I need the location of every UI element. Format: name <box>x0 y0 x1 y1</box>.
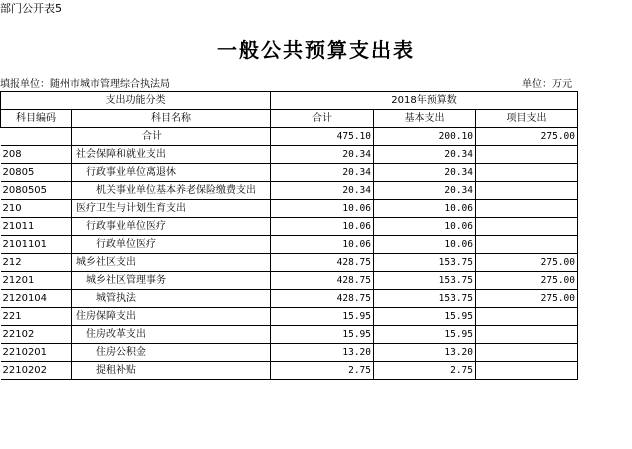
row-total: 10.06 <box>271 236 374 254</box>
row-name: 行政单位医疗 <box>72 236 271 254</box>
header-group-row <box>1 92 578 110</box>
row-project: 275.00 <box>476 254 578 272</box>
row-code: 21011 <box>1 218 72 236</box>
table-row <box>1 182 578 200</box>
table-row <box>1 272 578 290</box>
row-total: 475.10 <box>271 128 374 146</box>
header-column-row <box>1 110 578 128</box>
row-basic: 153.75 <box>374 290 476 308</box>
row-code: 22102 <box>1 326 72 344</box>
row-name: 住房保障支出 <box>72 308 271 326</box>
row-code: 2120104 <box>1 290 72 308</box>
row-basic: 15.95 <box>374 326 476 344</box>
header-name: 科目名称 <box>72 110 271 128</box>
table-row <box>1 344 578 362</box>
row-basic: 2.75 <box>374 362 476 380</box>
row-total: 2.75 <box>271 362 374 380</box>
sheet-label: 部门公开表5 <box>0 2 62 15</box>
row-name: 住房公积金 <box>72 344 271 362</box>
expenditure-table <box>0 91 578 380</box>
row-total: 428.75 <box>271 254 374 272</box>
table-row <box>1 362 578 380</box>
row-basic: 10.06 <box>374 218 476 236</box>
header-budget-2018: 2018年预算数 <box>271 92 578 110</box>
table-row <box>1 218 578 236</box>
row-project <box>476 236 578 254</box>
row-total: 20.34 <box>271 182 374 200</box>
row-project <box>476 200 578 218</box>
row-code: 20805 <box>1 164 72 182</box>
row-name: 医疗卫生与计划生育支出 <box>72 200 271 218</box>
table-row <box>1 146 578 164</box>
row-name: 机关事业单位基本养老保险缴费支出 <box>72 182 271 200</box>
row-project <box>476 218 578 236</box>
row-code: 221 <box>1 308 72 326</box>
row-total: 20.34 <box>271 164 374 182</box>
row-name: 城乡社区管理事务 <box>72 272 271 290</box>
currency-unit: 单位：万元 <box>522 79 572 90</box>
row-basic: 15.95 <box>374 308 476 326</box>
row-project: 275.00 <box>476 272 578 290</box>
row-total: 15.95 <box>271 308 374 326</box>
row-name: 社会保障和就业支出 <box>72 146 271 164</box>
table-row <box>1 164 578 182</box>
row-code <box>1 128 72 146</box>
row-code: 2101101 <box>1 236 72 254</box>
header-code: 科目编码 <box>1 110 72 128</box>
row-code: 208 <box>1 146 72 164</box>
row-basic: 153.75 <box>374 272 476 290</box>
row-name: 城乡社区支出 <box>72 254 271 272</box>
row-total: 13.20 <box>271 344 374 362</box>
row-name: 城管执法 <box>72 290 271 308</box>
row-basic: 13.20 <box>374 344 476 362</box>
row-project <box>476 326 578 344</box>
row-project <box>476 164 578 182</box>
table-row <box>1 254 578 272</box>
table-row <box>1 308 578 326</box>
row-project <box>476 362 578 380</box>
row-name: 行政事业单位离退休 <box>72 164 271 182</box>
row-name: 合计 <box>72 128 271 146</box>
row-name: 住房改革支出 <box>72 326 271 344</box>
header-project: 项目支出 <box>476 110 578 128</box>
row-total: 10.06 <box>271 218 374 236</box>
row-code: 212 <box>1 254 72 272</box>
row-project <box>476 146 578 164</box>
row-basic: 20.34 <box>374 164 476 182</box>
row-total: 428.75 <box>271 290 374 308</box>
row-code: 2080505 <box>1 182 72 200</box>
header-total: 合计 <box>271 110 374 128</box>
row-project: 275.00 <box>476 290 578 308</box>
row-project <box>476 182 578 200</box>
table-row <box>1 200 578 218</box>
row-basic: 20.34 <box>374 146 476 164</box>
header-basic: 基本支出 <box>374 110 476 128</box>
row-project <box>476 344 578 362</box>
row-code: 210 <box>1 200 72 218</box>
page-title: 一般公共预算支出表 <box>217 38 415 62</box>
row-basic: 20.34 <box>374 182 476 200</box>
row-project: 275.00 <box>476 128 578 146</box>
table-row <box>1 128 578 146</box>
header-functional-classification: 支出功能分类 <box>1 92 271 110</box>
row-basic: 153.75 <box>374 254 476 272</box>
row-total: 10.06 <box>271 200 374 218</box>
row-code: 2210202 <box>1 362 72 380</box>
table-row <box>1 236 578 254</box>
row-code: 2210201 <box>1 344 72 362</box>
row-name: 提租补贴 <box>72 362 271 380</box>
row-total: 428.75 <box>271 272 374 290</box>
row-total: 15.95 <box>271 326 374 344</box>
reporting-unit: 填报单位：随州市城市管理综合执法局 <box>0 79 170 90</box>
row-project <box>476 308 578 326</box>
row-basic: 10.06 <box>374 236 476 254</box>
table-row <box>1 326 578 344</box>
row-name: 行政事业单位医疗 <box>72 218 271 236</box>
row-total: 20.34 <box>271 146 374 164</box>
row-basic: 10.06 <box>374 200 476 218</box>
row-code: 21201 <box>1 272 72 290</box>
row-basic: 200.10 <box>374 128 476 146</box>
table-row <box>1 290 578 308</box>
